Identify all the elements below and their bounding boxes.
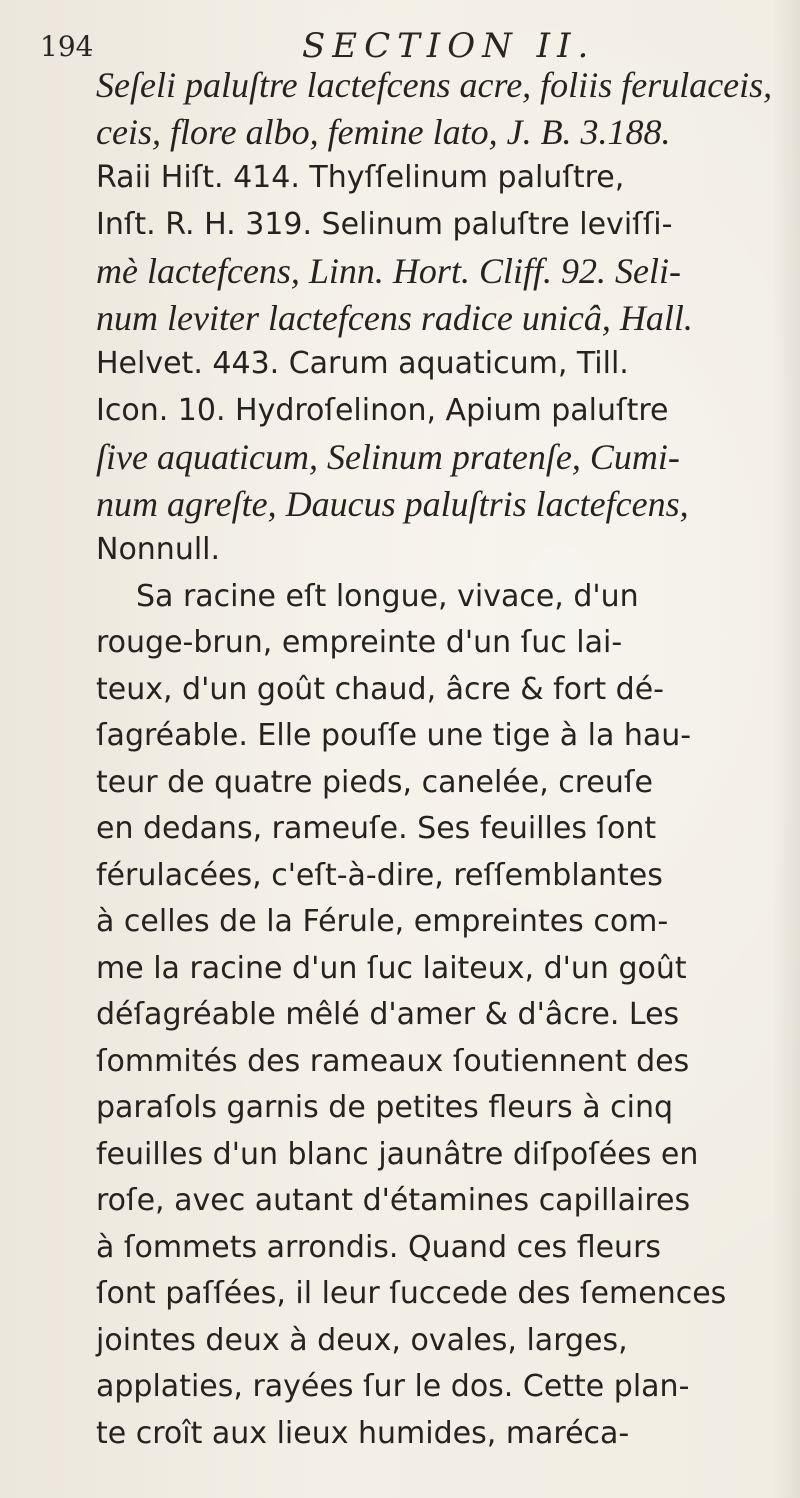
text-line: paraſols garnis de petites fleurs à cinq bbox=[96, 1090, 674, 1125]
text-line: à ſommets arrondis. Quand ces fleurs bbox=[96, 1229, 662, 1265]
text-line: ſommités des rameaux ſoutiennent des bbox=[96, 1043, 690, 1079]
text-line: à celles de la Férule, empreintes com- bbox=[96, 904, 669, 939]
text-line: Helvet. 443. Carum aquaticum, Till. bbox=[96, 346, 629, 381]
text-line: Raii Hiſt. 414. Thyſſelinum paluſtre, bbox=[96, 160, 625, 195]
text-line: Inſt. R. H. 319. Selinum paluſtre leviſſi- bbox=[96, 206, 673, 242]
text-line: num agreſte, Daucus paluſtris lactefcens, bbox=[96, 483, 689, 524]
text-line: Icon. 10. Hydroſelinon, Apium paluſtre bbox=[96, 392, 669, 428]
text-line: rouge-brun, empreinte d'un ſuc lai- bbox=[96, 625, 623, 660]
running-head: SECTION II. bbox=[302, 26, 596, 66]
text-line: férulacées, c'eſt-à-dire, reſſemblantes bbox=[96, 857, 663, 893]
text-line: ſagréable. Elle pouſſe une tige à la hau- bbox=[96, 718, 692, 753]
text-line: Nonnull. bbox=[96, 532, 221, 567]
text-line: déſagréable mêlé d'amer & d'âcre. Les bbox=[96, 997, 680, 1032]
text-line: ſont paſſées, il leur ſuccede des ſemences bbox=[96, 1276, 727, 1311]
page-number: 194 bbox=[40, 30, 94, 63]
text-line: teux, d'un goût chaud, âcre & fort dé- bbox=[96, 671, 664, 707]
text-line: Seſeli paluſtre lactefcens acre, foliis ferulaceis, bbox=[96, 65, 773, 105]
text-line: jointes deux à deux, ovales, larges, bbox=[96, 1322, 628, 1358]
paragraph-first-line: Sa racine eſt longue, vivace, d'un bbox=[136, 578, 639, 614]
body-text bbox=[96, 62, 786, 1457]
text-line: mè lactefcens, Linn. Hort. Cliff. 92. Seli- bbox=[96, 251, 681, 291]
page-header bbox=[40, 18, 760, 68]
text-line: teur de quatre pieds, canelée, creuſe bbox=[96, 764, 653, 800]
text-line: roſe, avec autant d'étamines capillaires bbox=[96, 1183, 691, 1218]
text-line: feuilles d'un blanc jaunâtre diſpoſées en bbox=[96, 1136, 699, 1172]
text-line: num leviter lactefcens radice unicâ, Hall. bbox=[96, 297, 693, 338]
text-line: me la racine d'un ſuc laiteux, d'un goût bbox=[96, 950, 687, 986]
text-line: ceis, flore albo, femine lato, J. B. 3.188. bbox=[96, 111, 671, 152]
text-line: applaties, rayées ſur le dos. Cette plan- bbox=[96, 1369, 690, 1404]
text-line: ſive aquaticum, Selinum pratenſe, Cumi- bbox=[96, 437, 680, 477]
text-line: en dedans, rameuſe. Ses feuilles ſont bbox=[96, 811, 657, 846]
text-line: te croît aux lieux humides, maréca- bbox=[96, 1415, 630, 1451]
